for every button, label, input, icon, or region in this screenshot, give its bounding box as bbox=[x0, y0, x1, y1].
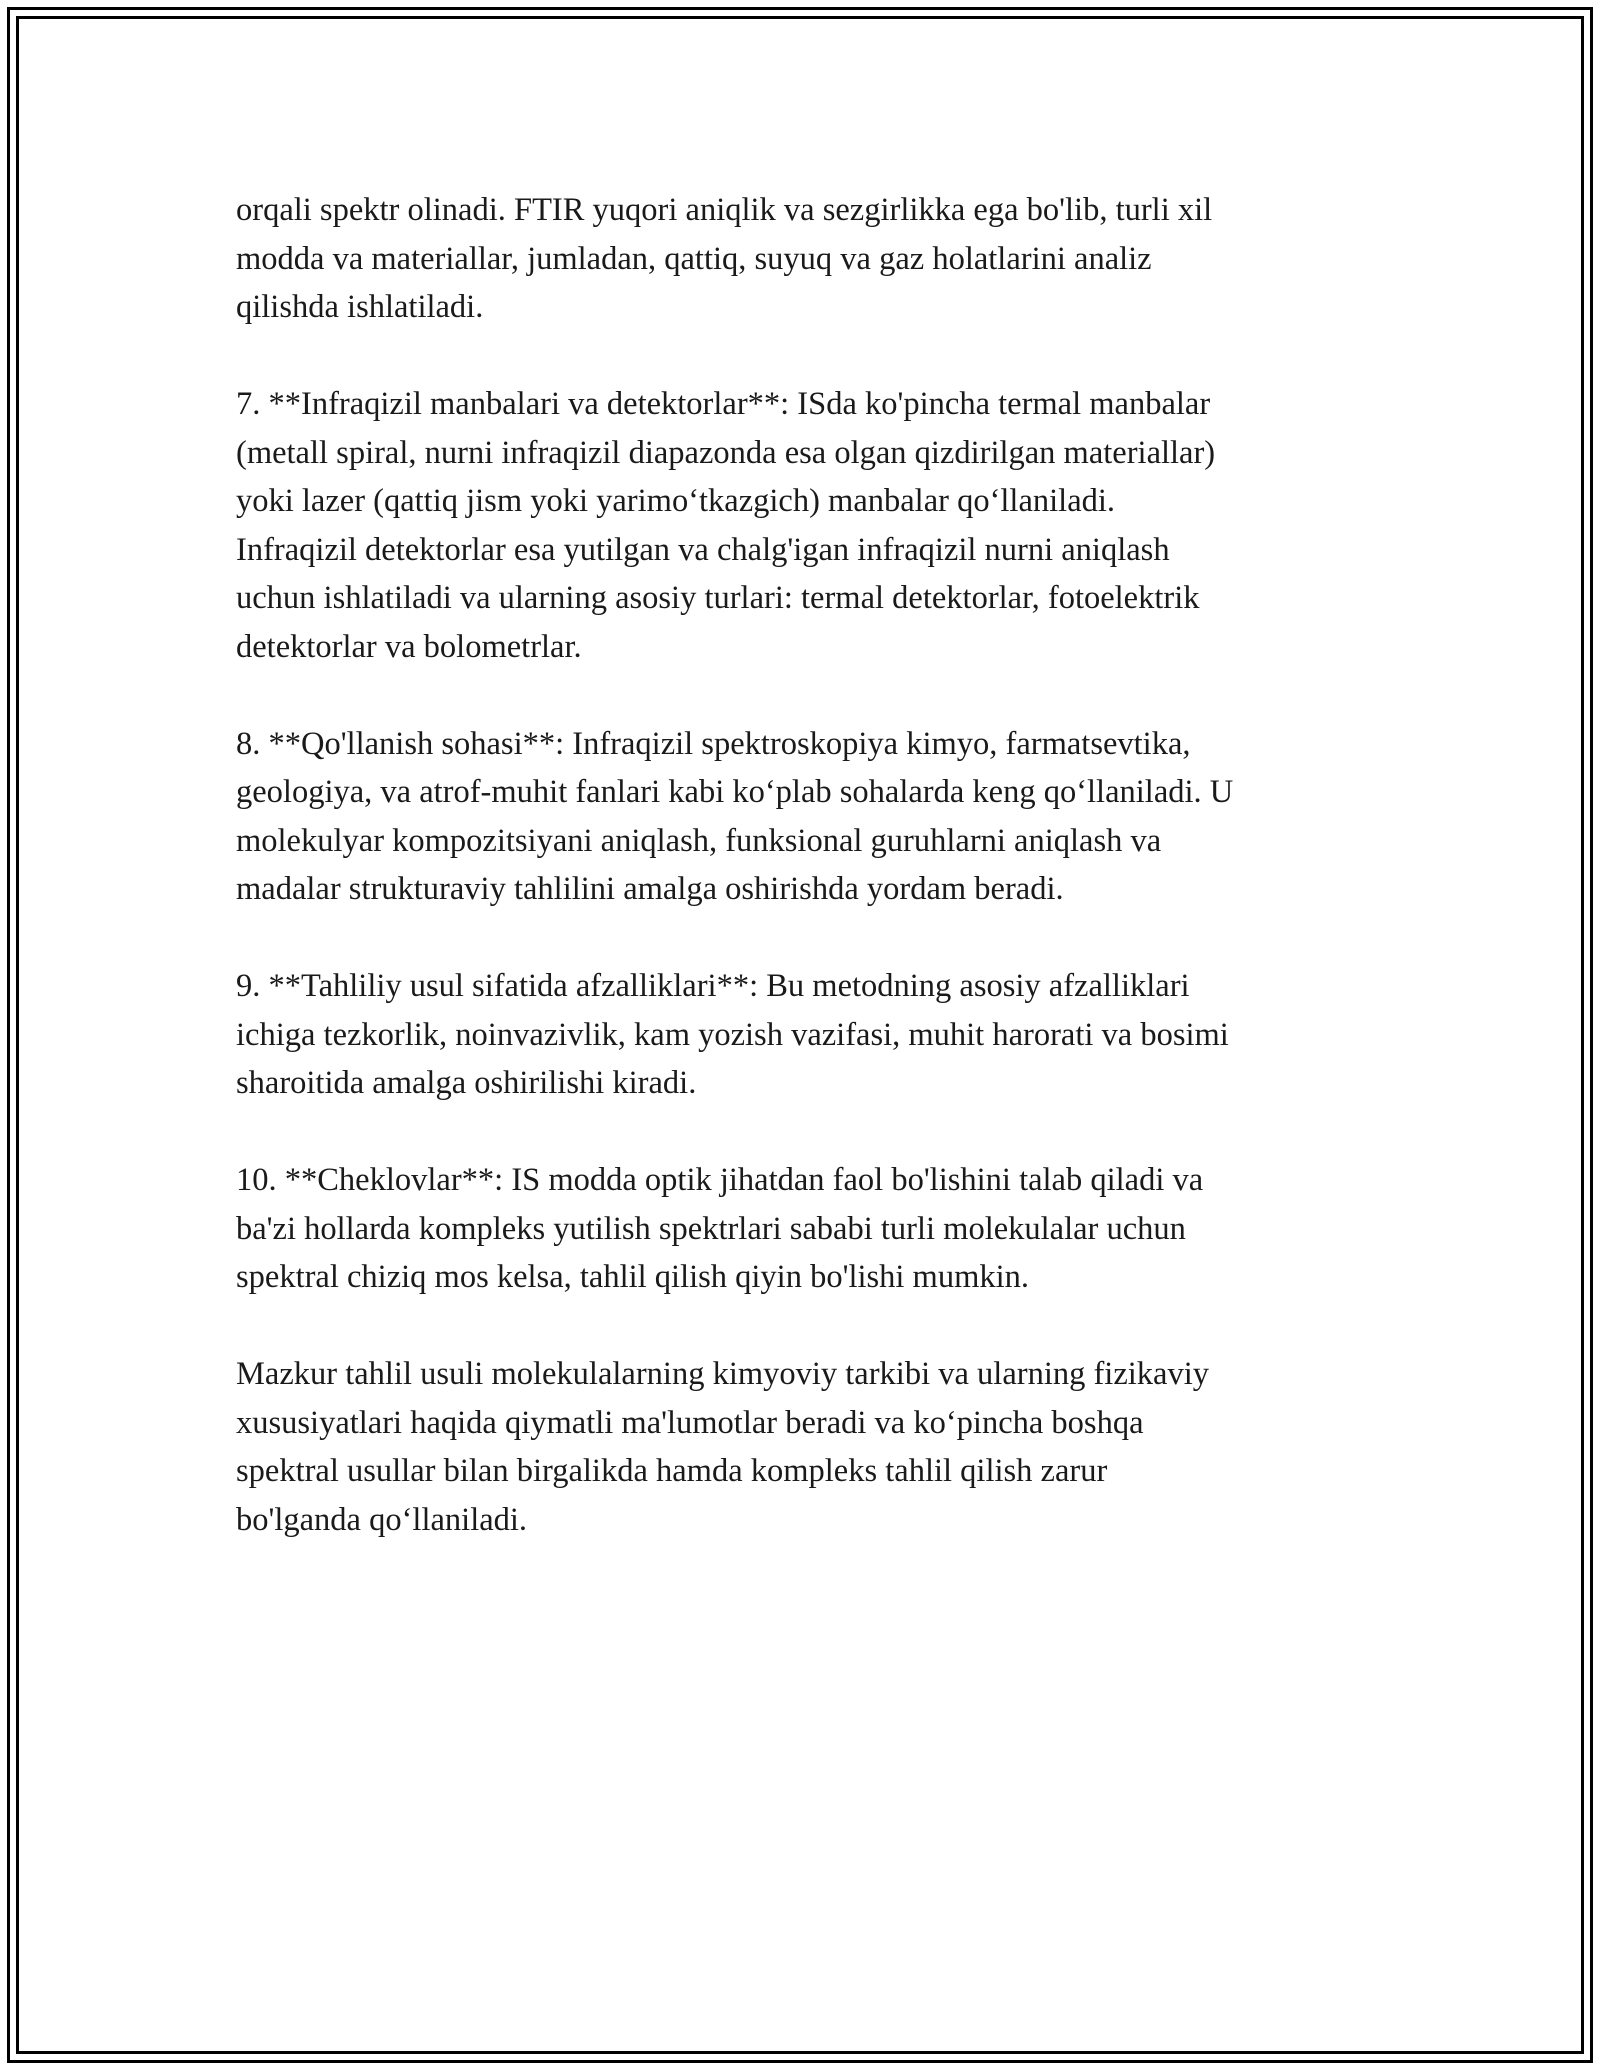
paragraph-advantages: 9. **Tahliliy usul sifatida afzalliklari**: Bu metodning asosiy afzalliklari ichiga tezkorlik, noinvazivlik, kam yozish vazifasi, muhit harorati va bosimi sharoitida amalga oshirilishi kiradi. bbox=[236, 968, 1229, 1101]
paragraph-application-areas: 8. **Qo'llanish sohasi**: Infraqizil spektroskopiya kimyo, farmatsevtika, geologiya, va atrof-muhit fanlari kabi ko‘plab sohalarda keng qo‘llaniladi. U molekulyar kompozitsiyani aniqlash, funksional guruhlarni aniqlash va madalar strukturaviy tahlilini amalga oshirishda yordam beradi. bbox=[236, 725, 1234, 907]
paragraph-ftir-continuation: orqali spektr olinadi. FTIR yuqori aniqlik va sezgirlikka ega bo'lib, turli xil modda va materiallar, jumladan, qattiq, suyuq va gaz holatlarini analiz qilishda ishlatiladi. bbox=[236, 192, 1213, 325]
paragraph-sources-detectors: 7. **Infraqizil manbalari va detektorlar**: ISda ko'pincha termal manbalar (metall spiral, nurni infraqizil diapazonda esa olgan qizdirilgan materiallar) yoki lazer (qattiq jism yoki yarimo‘tkazgich) manbalar qo‘llaniladi. Infraqizil detektorlar esa yutilgan va chalg'igan infraqizil nurni aniqlash uchun ishlatiladi va ularning asosiy turlari: termal detektorlar, fotoelektrik detektorlar va bolometrlar. bbox=[236, 386, 1216, 665]
document-body bbox=[236, 186, 1386, 1544]
paragraph-limitations: 10. **Cheklovlar**: IS modda optik jihatdan faol bo'lishini talab qiladi va ba'zi hollarda kompleks yutilish spektrlari sababi turli molekulalar uchun spektral chiziq mos kelsa, tahlil qilish qiyin bo'lishi mumkin. bbox=[236, 1162, 1204, 1295]
paragraph-conclusion: Mazkur tahlil usuli molekulalarning kimyoviy tarkibi va ularning fizikaviy xususiyatlari haqida qiymatli ma'lumotlar beradi va ko‘pincha boshqa spektral usullar bilan birgalikda hamda kompleks tahlil qilish zarur bo'lganda qo‘llaniladi. bbox=[236, 1356, 1209, 1538]
